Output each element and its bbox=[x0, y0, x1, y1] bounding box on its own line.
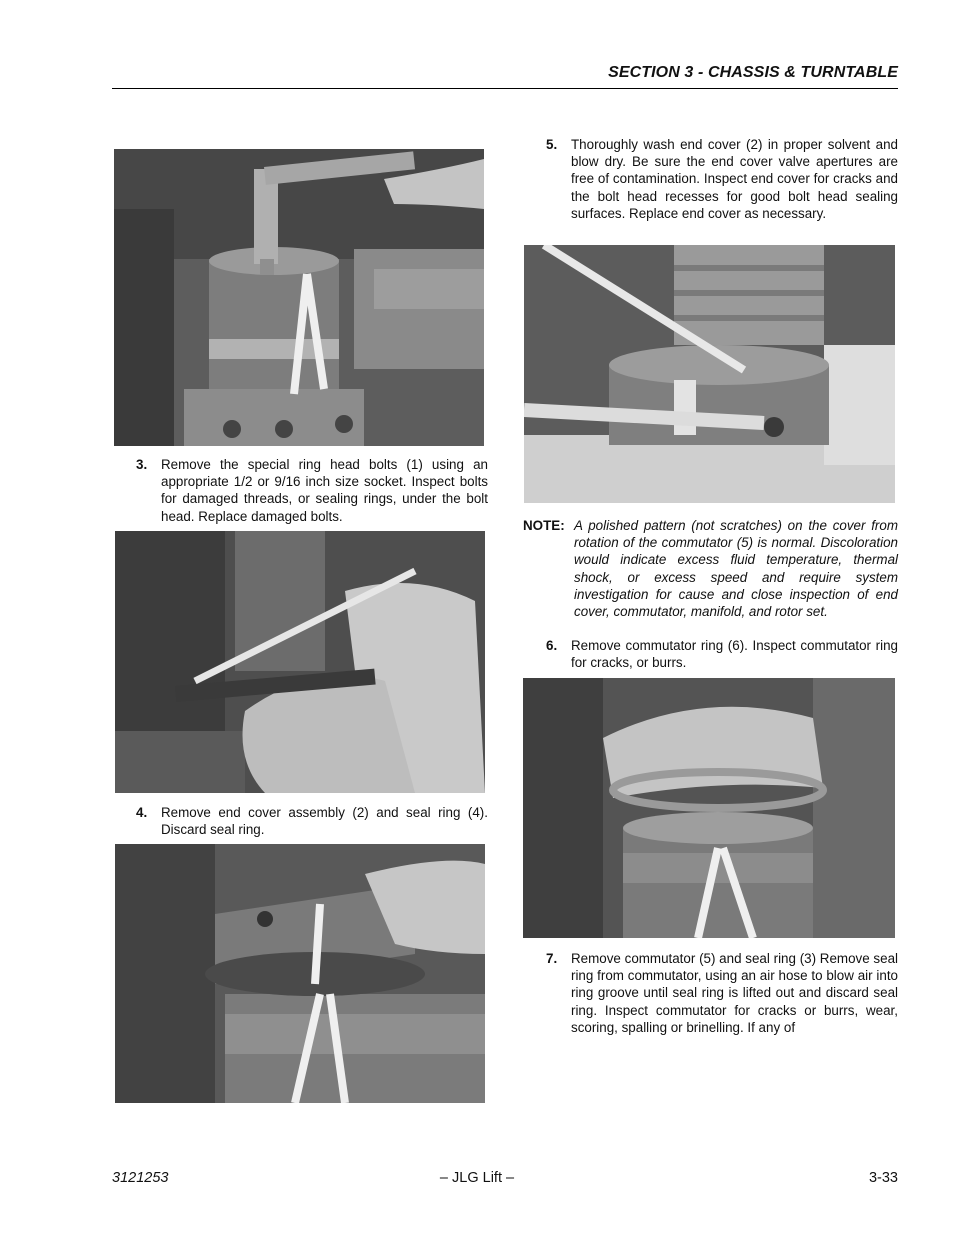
footer-center: – JLG Lift – bbox=[439, 1170, 515, 1186]
step-number: 7. bbox=[546, 951, 558, 966]
photo-end-cover-removal bbox=[115, 844, 485, 1103]
photo-end-cover-inspection bbox=[524, 245, 895, 503]
section-title: SECTION 3 - CHASSIS & TURNTABLE bbox=[608, 64, 898, 81]
photo-commutator-ring-removal bbox=[523, 678, 895, 938]
header-divider bbox=[112, 88, 898, 89]
note-label: NOTE: bbox=[523, 518, 565, 533]
step-number: 5. bbox=[546, 137, 558, 152]
step-7 bbox=[546, 950, 898, 1036]
photo-bolt-inspection bbox=[115, 531, 485, 793]
step-number: 6. bbox=[546, 638, 558, 653]
step-text: Remove end cover assembly (2) and seal ring (4). Discard seal ring. bbox=[161, 805, 488, 838]
step-text: Thoroughly wash end cover (2) in proper solvent and blow dry. Be sure the end cover valve apertures are free of contamination. Inspect end cover for cracks and the bolt head recesses for good bolt head sealing surfaces. Replace end cover as necessary. bbox=[571, 137, 898, 221]
step-text: Remove commutator ring (6). Inspect commutator ring for cracks, or burrs. bbox=[571, 638, 898, 671]
step-text: Remove commutator (5) and seal ring (3) Remove seal ring from commutator, using an air hose to blow air into ring groove until seal ring is lifted out and discard seal ring. Inspect commutator for cracks or burrs, wear, scoring, spalling or brinelling. If any of bbox=[571, 951, 898, 1035]
step-5 bbox=[546, 136, 898, 222]
footer-page-number: 3-33 bbox=[868, 1170, 898, 1186]
step-6 bbox=[546, 637, 898, 671]
step-3 bbox=[136, 456, 488, 525]
photo-bolt-removal bbox=[114, 149, 484, 446]
step-text: Remove the special ring head bolts (1) using an appropriate 1/2 or 9/16 inch size socket. Inspect bolts for damaged threads, or sealing rings, under the bolt head. Replace damaged bolts. bbox=[161, 457, 488, 524]
note-block bbox=[523, 517, 898, 620]
footer-doc-number: 3121253 bbox=[112, 1170, 169, 1186]
step-4 bbox=[136, 804, 488, 838]
step-number: 4. bbox=[136, 805, 148, 820]
note-text: A polished pattern (not scratches) on the cover from rotation of the commutator (5) is normal. Discoloration would indicate excess fluid temperature, thermal shock, or excess speed and require system investigation for cause and close inspection of end cover, commutator, manifold, and rotor set. bbox=[574, 518, 898, 620]
step-number: 3. bbox=[136, 457, 148, 472]
